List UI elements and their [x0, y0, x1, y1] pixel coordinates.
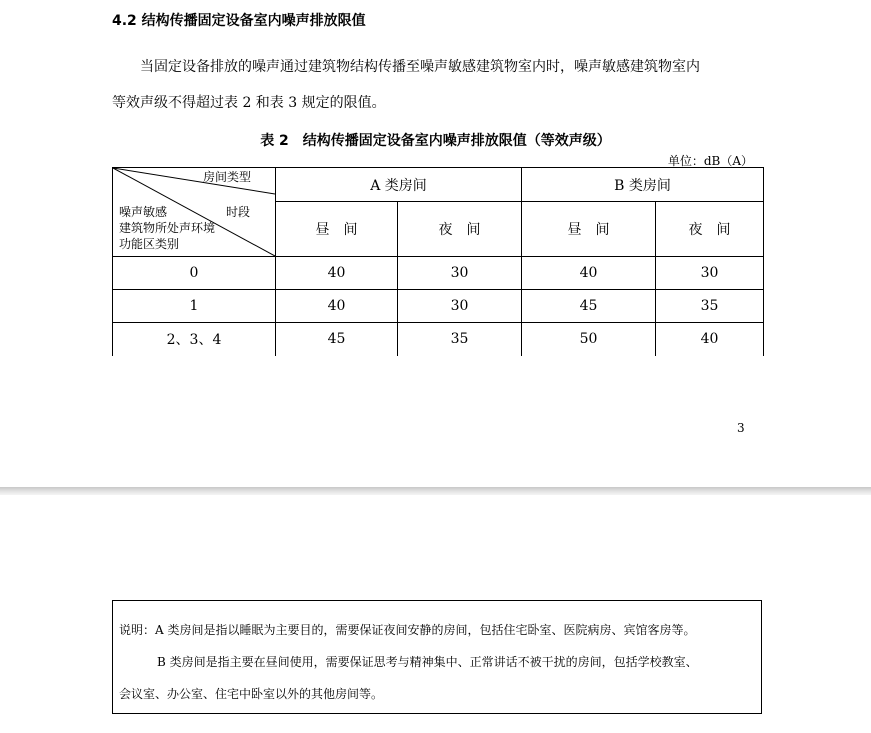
cell-b-day: 45 [522, 290, 656, 323]
page-separator [0, 487, 871, 495]
cell-zone: 1 [113, 290, 276, 323]
header-a-room: A 类房间 [276, 168, 522, 202]
header-b-day: 昼 间 [522, 202, 656, 257]
cell-b-night: 30 [656, 257, 764, 290]
cell-a-day: 45 [276, 323, 398, 356]
header-b-room: B 类房间 [522, 168, 764, 202]
corner-zone-line-2: 建筑物所处声环境 [119, 221, 216, 235]
cell-b-night: 40 [656, 323, 764, 356]
header-a-night: 夜 间 [398, 202, 522, 257]
document-page-next [0, 495, 871, 733]
note-line-1: 说明：A 类房间是指以睡眠为主要目的，需要保证夜间安静的房间，包括住宅卧室、医院病房、宾馆客房等。 [119, 623, 696, 637]
note-line-2: B 类房间是指主要在昼间使用，需要保证思考与精神集中、正常讲话不被干扰的房间，包括学校教室、 [157, 655, 698, 669]
cell-b-night: 35 [656, 290, 764, 323]
corner-room-type: 房间类型 [203, 170, 252, 184]
corner-zone-line-1: 噪声敏感 [119, 205, 168, 219]
cell-a-night: 30 [398, 290, 522, 323]
paragraph-line-1: 当固定设备排放的噪声通过建筑物结构传播至噪声敏感建筑物室内时，噪声敏感建筑物室内 [140, 59, 700, 75]
table-unit: 单位：dB（A） [667, 154, 753, 168]
table-row [113, 323, 764, 356]
table-caption: 表 2 结构传播固定设备室内噪声排放限值（等效声级） [260, 133, 611, 149]
page-number: 3 [737, 421, 745, 435]
header-corner-cell [113, 168, 276, 257]
cell-zone: 2、3、4 [113, 323, 276, 356]
cell-a-day: 40 [276, 290, 398, 323]
corner-zone-line-3: 功能区类别 [119, 237, 180, 251]
section-heading: 4.2 结构传播固定设备室内噪声排放限值 [112, 13, 366, 29]
note-line-3: 会议室、办公室、住宅中卧室以外的其他房间等。 [119, 687, 384, 701]
paragraph-line-2: 等效声级不得超过表 2 和表 3 规定的限值。 [112, 95, 386, 111]
cell-a-night: 35 [398, 323, 522, 356]
cell-b-day: 50 [522, 323, 656, 356]
table-note-box [112, 600, 762, 714]
corner-period: 时段 [226, 205, 251, 219]
cell-a-day: 40 [276, 257, 398, 290]
table-row [113, 257, 764, 290]
header-a-day: 昼 间 [276, 202, 398, 257]
noise-limit-table [112, 167, 764, 356]
table-row [113, 290, 764, 323]
cell-a-night: 30 [398, 257, 522, 290]
cell-zone: 0 [113, 257, 276, 290]
cell-b-day: 40 [522, 257, 656, 290]
header-b-night: 夜 间 [656, 202, 764, 257]
